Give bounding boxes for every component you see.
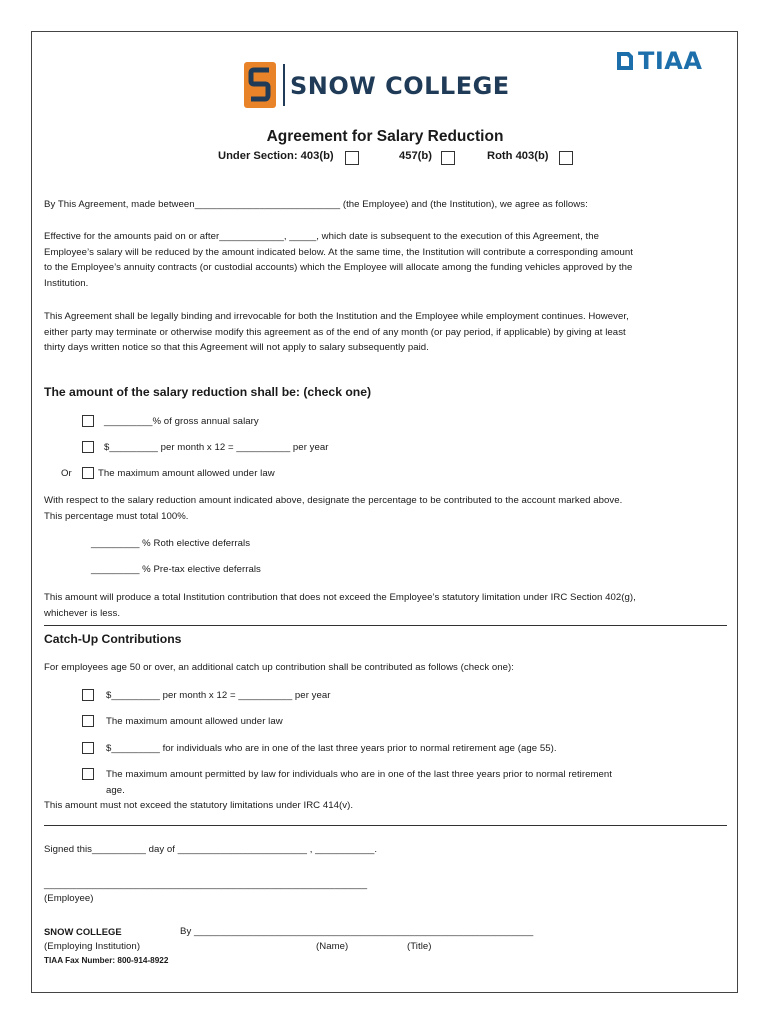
limit-paragraph (44, 590, 636, 621)
designate-line: This percentage must total 100%. (44, 510, 189, 522)
limit-line: This amount will produce a total Institution contribution that does not exceed the Employee’s statutory limitation under IRC Section 402(g), (44, 592, 636, 603)
snow-college-wordmark: SNOW COLLEGE (290, 72, 510, 100)
pretax-deferrals-line: _________ % Pre-tax elective deferrals (91, 564, 261, 575)
effective-line: Institution. (44, 277, 89, 289)
snow-college-s-logo-icon (244, 62, 276, 108)
catchup-monthly-checkbox[interactable] (82, 689, 94, 701)
section-403b-label: Under Section: 403(b) (218, 150, 334, 162)
reduction-percent-label: _________% of gross annual salary (104, 416, 259, 427)
catchup-monthly-label: $_________ per month x 12 = __________ per year (106, 690, 331, 701)
designate-line: With respect to the salary reduction amount indicated above, designate the percentage to be contributed to the account marked above. (44, 495, 623, 506)
reduction-maximum-label: The maximum amount allowed under law (98, 468, 275, 479)
effective-line: Effective for the amounts paid on or after____________, _____, which date is subsequent to the execution of this Agreement, the (44, 231, 599, 242)
catchup-age55-label: $_________ for individuals who are in one of the last three years prior to normal retirement age (age 55). (106, 743, 557, 754)
tiaa-fax-number: TIAA Fax Number: 800-914-8922 (44, 956, 169, 965)
section-457b-label: 457(b) (399, 150, 432, 162)
tiaa-wordmark: TIAA (638, 47, 703, 75)
tiaa-logo-icon (615, 50, 635, 72)
catchup-maximum-label: The maximum amount allowed under law (106, 716, 283, 727)
section-roth-checkbox[interactable] (559, 151, 573, 165)
catchup-intro: For employees age 50 or over, an additional catch up contribution shall be contributed as follows (check one): (44, 662, 514, 673)
reduction-percent-checkbox[interactable] (82, 415, 94, 427)
signed-this-line[interactable]: Signed this__________ day of ________________________ , ___________. (44, 844, 378, 855)
name-label: (Name) (316, 941, 349, 952)
reduction-monthly-label: $_________ per month x 12 = __________ per year (104, 442, 329, 453)
section-403b-checkbox[interactable] (345, 151, 359, 165)
reduction-heading: The amount of the salary reduction shall be: (check one) (44, 385, 372, 399)
institution-name: SNOW COLLEGE (44, 926, 122, 937)
employee-label: (Employee) (44, 893, 94, 904)
reduction-monthly-checkbox[interactable] (82, 441, 94, 453)
designate-paragraph (44, 493, 622, 524)
effective-line: to the Employee’s annuity contracts (or custodial accounts) which the Employee will allocate among the funding vehicles approved by the (44, 262, 633, 273)
roth-deferrals-line: _________ % Roth elective deferrals (91, 538, 251, 549)
binding-line: either party may terminate or otherwise modify this agreement as of the end of any month (or pay period, if applicable) by giving at least (44, 326, 626, 338)
binding-paragraph (44, 309, 629, 356)
agreement-paragraph: By This Agreement, made between___________________________ (the Employee) and (the Institution), we agree as follows: (44, 199, 588, 210)
section-457b-checkbox[interactable] (441, 151, 455, 165)
catchup-heading: Catch-Up Contributions (44, 632, 182, 646)
effective-line: Employee’s salary will be reduced by the amount indicated below. At the same time, the Institution will contribute a corresponding amount (44, 246, 634, 258)
catchup-age55-checkbox[interactable] (82, 742, 94, 754)
section-roth-label: Roth 403(b) (487, 150, 549, 162)
binding-line: thirty days written notice so that this Agreement will not apply to salary subsequently paid. (44, 342, 429, 353)
catchup-permitted-checkbox[interactable] (82, 768, 94, 780)
catchup-maximum-checkbox[interactable] (82, 715, 94, 727)
page-title: Agreement for Salary Reduction (266, 128, 504, 145)
institution-label: (Employing Institution) (44, 941, 141, 952)
limit-line: whichever is less. (44, 607, 121, 619)
catchup-permitted-label (106, 767, 612, 798)
catchup-permitted-line: age. (106, 784, 125, 796)
by-signature-line[interactable]: By _______________________________________________________________ (180, 926, 534, 937)
effective-paragraph (44, 229, 633, 291)
brand-separator (283, 64, 285, 106)
signature-divider (44, 825, 727, 826)
or-label: Or (61, 468, 72, 479)
employee-signature-line[interactable]: ____________________________________________________________ (44, 879, 368, 890)
binding-line: This Agreement shall be legally binding and irrevocable for both the Institution and the Employee while employment continues. However, (44, 311, 629, 322)
catchup-limit: This amount must not exceed the statutory limitations under IRC 414(v). (44, 800, 354, 811)
catchup-permitted-line: The maximum amount permitted by law for individuals who are in one of the last three years prior to normal retirement (106, 769, 613, 780)
section-divider (44, 625, 727, 626)
reduction-maximum-checkbox[interactable] (82, 467, 94, 479)
title-label: (Title) (407, 941, 432, 952)
